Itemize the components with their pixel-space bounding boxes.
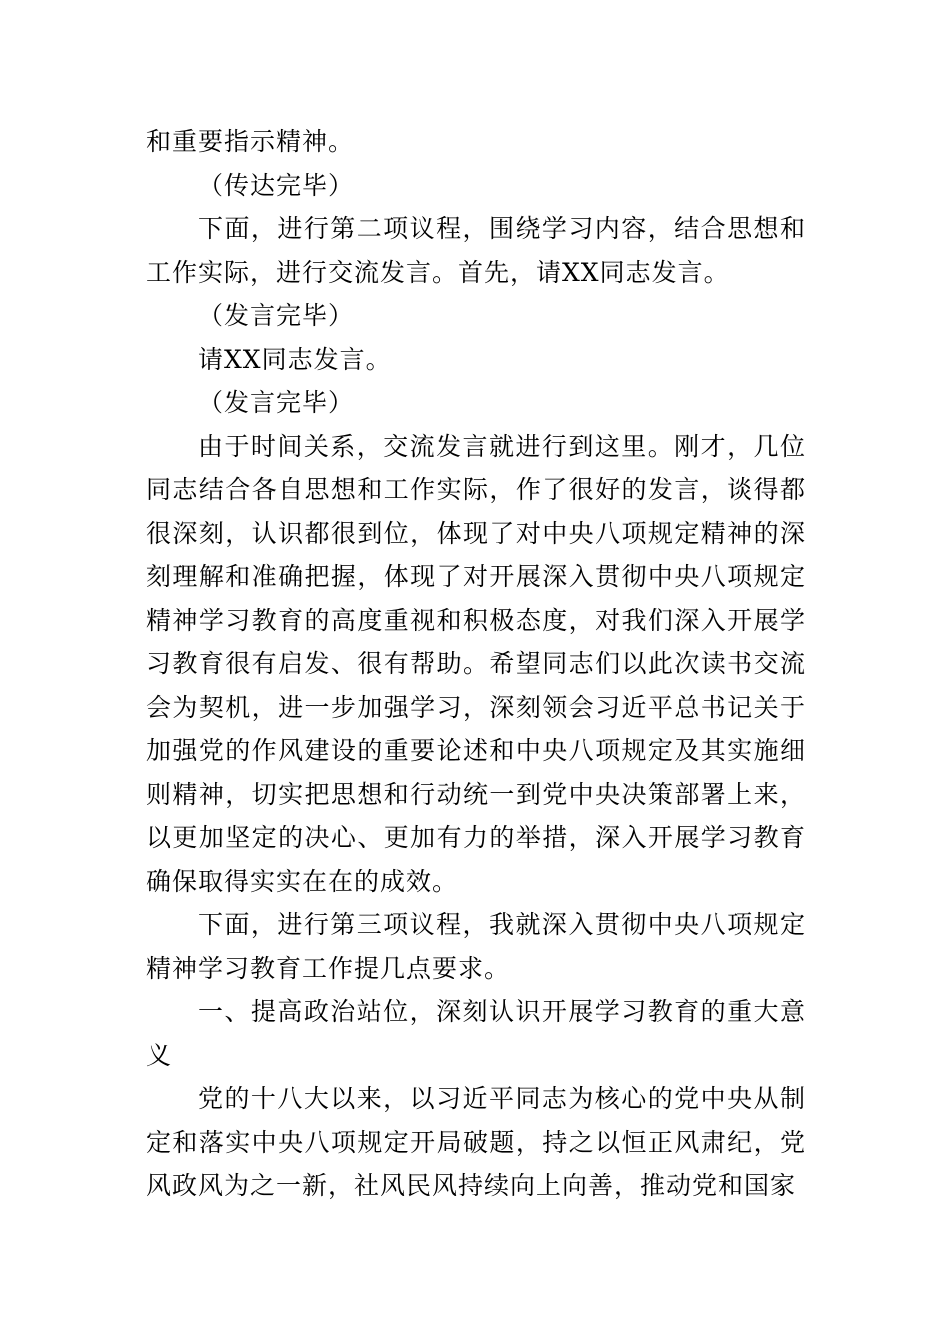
document-body: [146, 120, 806, 1208]
stage-direction-relay-finished: （传达完毕）: [198, 170, 355, 200]
paragraph-third-agenda: 下面，进行第三项议程，我就深入贯彻中央八项规定精神学习教育工作提几点要求。: [146, 910, 806, 983]
paragraph-second-agenda: 下面，进行第二项议程，围绕学习内容，结合思想和工作实际，进行交流发言。首先，请XX同志发言。: [146, 214, 806, 287]
paragraph-summary: 由于时间关系，交流发言就进行到这里。刚才，几位同志结合各自思想和工作实际，作了很好的发言，谈得都很深刻，认识都很到位，体现了对中央八项规定精神的深刻理解和准确把握，体现了对开展深入贯彻中央八项规定精神学习教育的高度重视和积极态度，对我们深入开展学习教育很有启发、很有帮助。希望同志们以此次读书交流会为契机，进一步加强学习，深刻领会习近平总书记关于加强党的作风建设的重要论述和中央八项规定及其实施细则精神，切实把思想和行动统一到党中央决策部署上来，以更加坚定的决心、更加有力的举措，深入开展学习教育确保取得实实在在的成效。: [146, 431, 806, 896]
section-heading-one: 一、提高政治站位，深刻认识开展学习教育的重大意义: [146, 997, 806, 1070]
paragraph-invite-speaker: 请XX同志发言。: [198, 344, 392, 374]
stage-direction-speech-finished-2: （发言完毕）: [198, 388, 355, 417]
paragraph-continuation: 和重要指示精神。: [146, 127, 355, 156]
paragraph-background: 党的十八大以来，以习近平同志为核心的党中央从制定和落实中央八项规定开局破题，持之以恒正风肃纪，党风政风为之一新，社风民风持续向上向善，推动党和国家: [146, 1084, 806, 1200]
stage-direction-speech-finished-1: （发言完毕）: [198, 301, 355, 330]
